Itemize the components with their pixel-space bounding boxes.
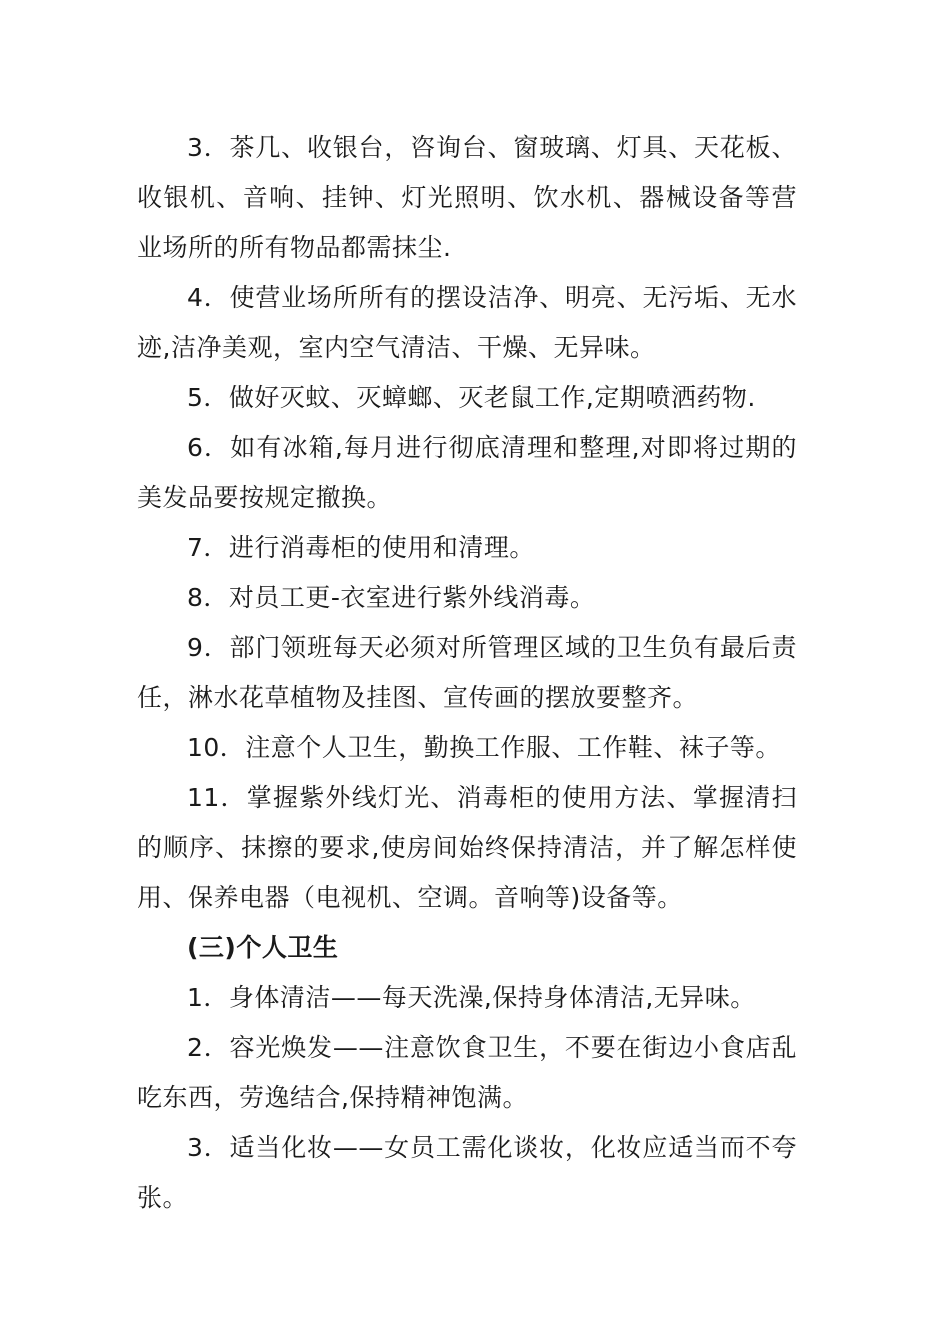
- paragraph-personal-3: 3．适当化妆——女员工需化谈妆，化妆应适当而不夸张。: [137, 1133, 797, 1212]
- paragraph-personal-2: 2．容光焕发——注意饮食卫生，不要在街边小食店乱吃东西，劳逸结合,保持精神饱满。: [137, 1033, 797, 1112]
- section-heading-personal-hygiene: (三)个人卫生: [187, 933, 339, 962]
- paragraph-item-3: 3．茶几、收银台，咨询台、窗玻璃、灯具、天花板、收银机、音响、挂钟、灯光照明、饮水机、器械设备等营业场所的所有物品都需抹尘.: [137, 133, 797, 262]
- paragraph-item-11: 11．掌握紫外线灯光、消毒柜的使用方法、掌握清扫的顺序、抹擦的要求,使房间始终保持清洁，并了解怎样使用、保养电器（电视机、空调。音响等)设备等。: [137, 783, 797, 912]
- paragraph-item-8: 8．对员工更-衣室进行紫外线消毒。: [187, 583, 596, 612]
- paragraph-item-10: 10．注意个人卫生，勤换工作服、工作鞋、袜子等。: [187, 733, 781, 762]
- paragraph-item-4: 4．使营业场所所有的摆设洁净、明亮、无污垢、无水迹,洁净美观，室内空气清洁、干燥、无异味。: [137, 283, 797, 362]
- paragraph-item-7: 7．进行消毒柜的使用和清理。: [187, 533, 535, 562]
- paragraph-item-5: 5．做好灭蚊、灭蟑螂、灭老鼠工作,定期喷洒药物.: [187, 383, 756, 412]
- paragraph-item-9: 9．部门领班每天必须对所管理区域的卫生负有最后责任，淋水花草植物及挂图、宣传画的摆放要整齐。: [137, 633, 797, 712]
- document-body: [137, 123, 797, 1223]
- paragraph-item-6: 6．如有冰箱,每月进行彻底清理和整理,对即将过期的美发品要按规定撤换。: [137, 433, 797, 512]
- paragraph-personal-1: 1．身体清洁——每天洗澡,保持身体清洁,无异味。: [187, 983, 756, 1012]
